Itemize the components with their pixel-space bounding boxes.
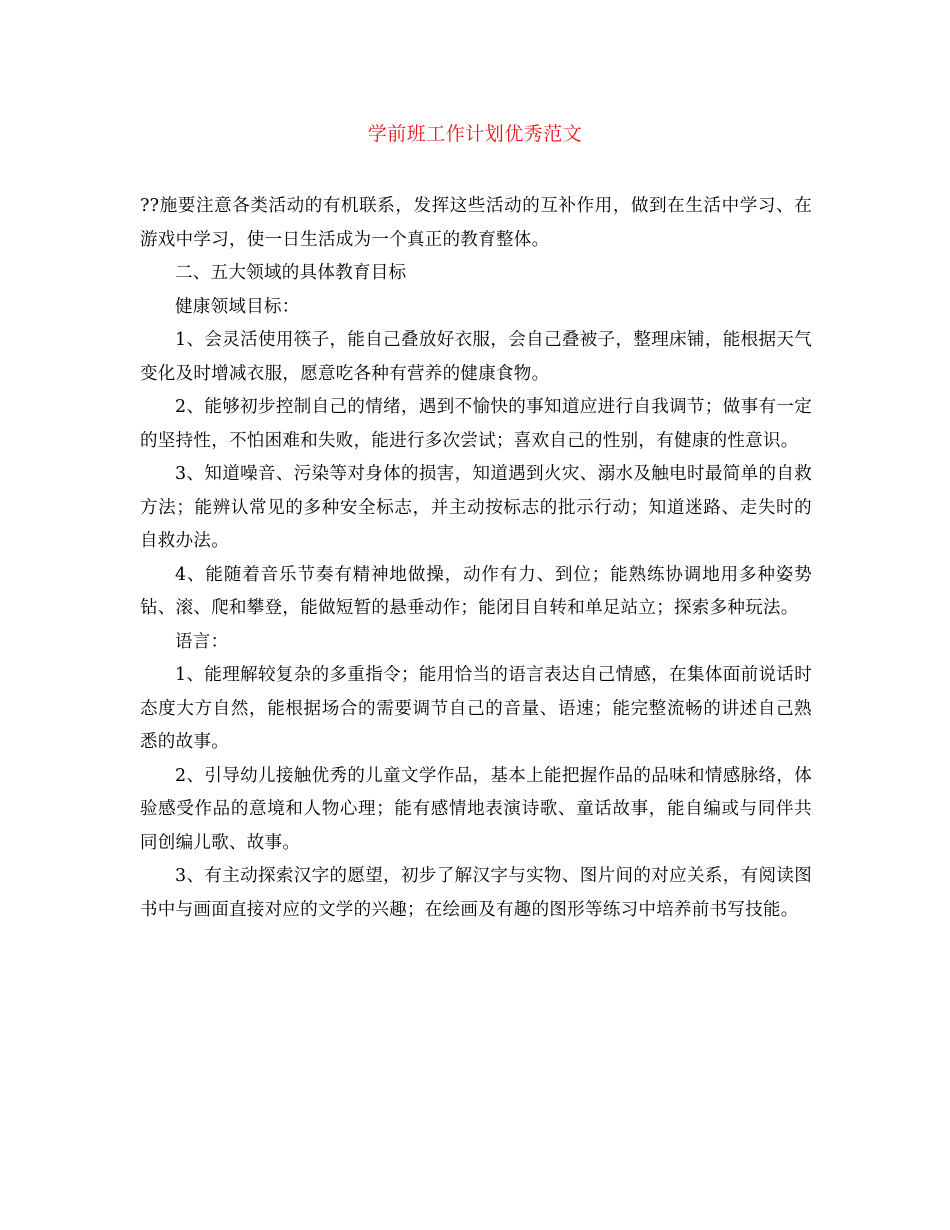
health-item-4: 4、能随着音乐节奏有精神地做操，动作有力、到位；能熟练协调地用多种姿势钻、滚、爬和攀登，能做短暂的悬垂动作；能闭目自转和单足站立；探索多种玩法。 <box>140 564 812 618</box>
paragraph-continuation: ??施要注意各类活动的有机联系，发挥这些活动的互补作用，做到在生活中学习、在游戏中学习，使一日生活成为一个真正的教育整体。 <box>140 196 812 250</box>
language-item-1: 1、能理解较复杂的多重指令；能用恰当的语言表达自己情感，在集体面前说话时态度大方自然，能根据场合的需要调节自己的音量、语速；能完整流畅的讲述自己熟悉的故事。 <box>140 665 812 752</box>
language-item-3: 3、有主动探索汉字的愿望，初步了解汉字与实物、图片间的对应关系，有阅读图书中与画面直接对应的文学的兴趣；在绘画及有趣的图形等练习中培养前书写技能。 <box>140 866 812 920</box>
subheading-language: 语言： <box>175 631 229 652</box>
document-title: 学前班工作计划优秀范文 <box>367 123 583 145</box>
health-item-3: 3、知道噪音、污染等对身体的损害，知道遇到火灾、溺水及触电时最简单的自救方法；能辨认常见的多种安全标志，并主动按标志的批示行动；知道迷路、走失时的自救办法。 <box>140 464 812 551</box>
subheading-health: 健康领域目标： <box>175 296 300 317</box>
document-body <box>140 190 812 927</box>
health-item-2: 2、能够初步控制自己的情绪，遇到不愉快的事知道应进行自我调节；做事有一定的坚持性，不怕困难和失败，能进行多次尝试；喜欢自己的性别，有健康的性意识。 <box>140 397 812 451</box>
health-item-1: 1、会灵活使用筷子，能自己叠放好衣服，会自己叠被子，整理床铺，能根据天气变化及时增减衣服，愿意吃各种有营养的健康食物。 <box>140 330 812 384</box>
section-heading-five-domains: 二、五大领域的具体教育目标 <box>175 263 407 283</box>
language-item-2: 2、引导幼儿接触优秀的儿童文学作品，基本上能把握作品的品味和情感脉络，体验感受作品的意境和人物心理；能有感情地表演诗歌、童话故事，能自编或与同伴共同创编儿歌、故事。 <box>140 765 812 853</box>
